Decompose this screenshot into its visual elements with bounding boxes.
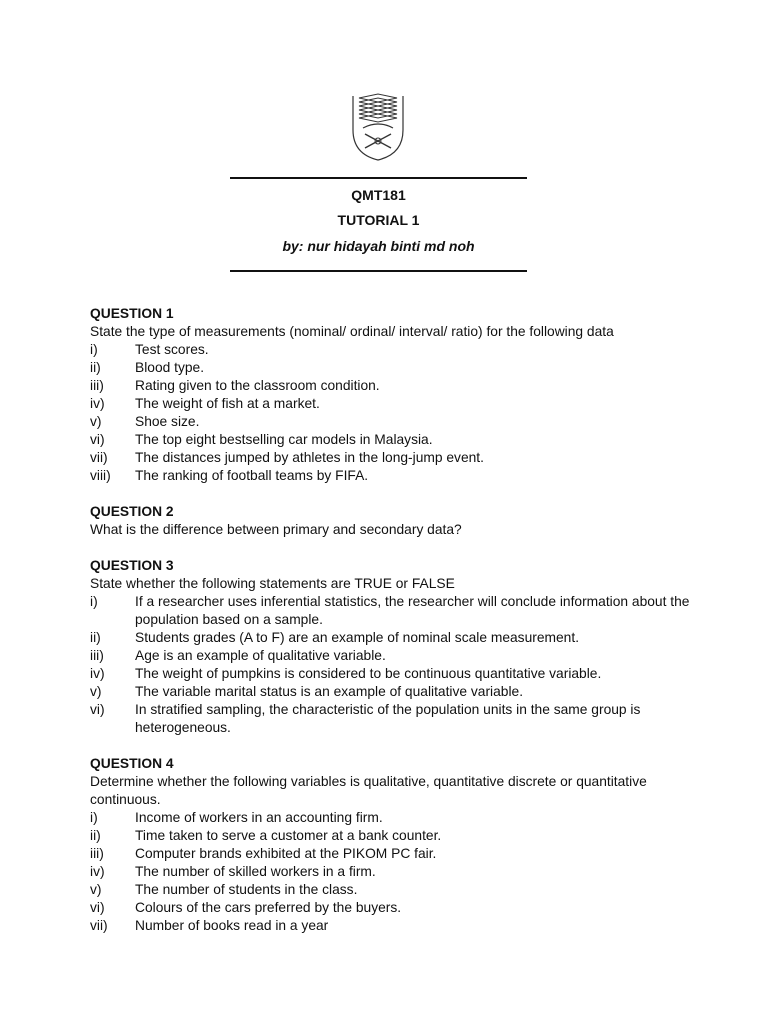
question-2 (90, 503, 690, 539)
item-text: The variable marital status is an example of qualitative variable. (135, 684, 524, 699)
list-item (90, 413, 690, 431)
item-number: ii) (90, 630, 101, 645)
question-prompt: Determine whether the following variables is qualitative, quantitative discrete or quantitative continuous. (90, 774, 647, 807)
questions-content (90, 305, 690, 953)
item-text: Colours of the cars preferred by the buyers. (135, 900, 402, 915)
question-3 (90, 557, 690, 737)
item-text: If a researcher uses inferential statistics, the researcher will conclude information about the population based on a sample. (135, 594, 690, 627)
list-item (90, 881, 690, 899)
item-number: i) (90, 594, 98, 609)
item-text: Rating given to the classroom condition. (135, 378, 380, 393)
item-number: v) (90, 882, 102, 897)
course-code: QMT181 (351, 187, 406, 203)
question-prompt: State whether the following statements are TRUE or FALSE (90, 576, 455, 591)
question-title: QUESTION 2 (90, 504, 174, 519)
university-crest-icon (345, 90, 411, 162)
item-number: i) (90, 810, 98, 825)
list-item (90, 449, 690, 467)
item-number: vi) (90, 432, 105, 447)
list-item (90, 359, 690, 377)
list-item (90, 395, 690, 413)
item-number: vi) (90, 900, 105, 915)
list-item (90, 809, 690, 827)
item-number: iv) (90, 396, 105, 411)
list-item (90, 647, 690, 665)
item-number: iv) (90, 666, 105, 681)
item-text: Blood type. (135, 360, 205, 375)
list-item (90, 917, 690, 935)
item-number: ii) (90, 828, 101, 843)
item-text: The distances jumped by athletes in the long-jump event. (135, 450, 484, 465)
item-text: Students grades (A to F) are an example of nominal scale measurement. (135, 630, 580, 645)
item-number: ii) (90, 360, 101, 375)
item-number: iii) (90, 648, 104, 663)
item-text: Time taken to serve a customer at a bank counter. (135, 828, 442, 843)
item-text: The weight of pumpkins is considered to be continuous quantitative variable. (135, 666, 602, 681)
tutorial-title: TUTORIAL 1 (337, 212, 420, 228)
item-number: v) (90, 414, 102, 429)
item-number: vi) (90, 702, 105, 717)
list-item (90, 845, 690, 863)
question-4 (90, 755, 690, 935)
question-title: QUESTION 3 (90, 558, 174, 573)
item-number: iv) (90, 864, 105, 879)
item-number: i) (90, 342, 98, 357)
list-item (90, 863, 690, 881)
item-text: Income of workers in an accounting firm. (135, 810, 383, 825)
list-item (90, 467, 690, 485)
list-item (90, 827, 690, 845)
item-number: v) (90, 684, 102, 699)
question-title: QUESTION 1 (90, 306, 174, 321)
header-top-rule (230, 177, 527, 179)
list-item (90, 377, 690, 395)
question-prompt: State the type of measurements (nominal/ ordinal/ interval/ ratio) for the following data (90, 324, 614, 339)
list-item (90, 593, 690, 629)
question-title: QUESTION 4 (90, 756, 174, 771)
item-number: viii) (90, 468, 111, 483)
item-text: Age is an example of qualitative variable. (135, 648, 386, 663)
author-line: by: nur hidayah binti md noh (282, 238, 475, 254)
item-number: vii) (90, 450, 108, 465)
item-number: iii) (90, 378, 104, 393)
list-item (90, 629, 690, 647)
item-text: Test scores. (135, 342, 209, 357)
item-text: The ranking of football teams by FIFA. (135, 468, 369, 483)
list-item (90, 341, 690, 359)
question-prompt: What is the difference between primary and secondary data? (90, 522, 462, 537)
item-text: The number of students in the class. (135, 882, 358, 897)
item-text: Number of books read in a year (135, 918, 329, 933)
item-text: In stratified sampling, the characteristic of the population units in the same group is heterogeneous. (135, 702, 641, 735)
list-item (90, 701, 690, 737)
item-text: The weight of fish at a market. (135, 396, 320, 411)
item-text: The top eight bestselling car models in Malaysia. (135, 432, 433, 447)
item-number: iii) (90, 846, 104, 861)
item-text: The number of skilled workers in a firm. (135, 864, 376, 879)
list-item (90, 683, 690, 701)
item-number: vii) (90, 918, 108, 933)
question-1 (90, 305, 690, 485)
item-text: Computer brands exhibited at the PIKOM PC fair. (135, 846, 437, 861)
list-item (90, 665, 690, 683)
list-item (90, 431, 690, 449)
list-item (90, 899, 690, 917)
item-text: Shoe size. (135, 414, 200, 429)
header-bottom-rule (230, 270, 527, 272)
